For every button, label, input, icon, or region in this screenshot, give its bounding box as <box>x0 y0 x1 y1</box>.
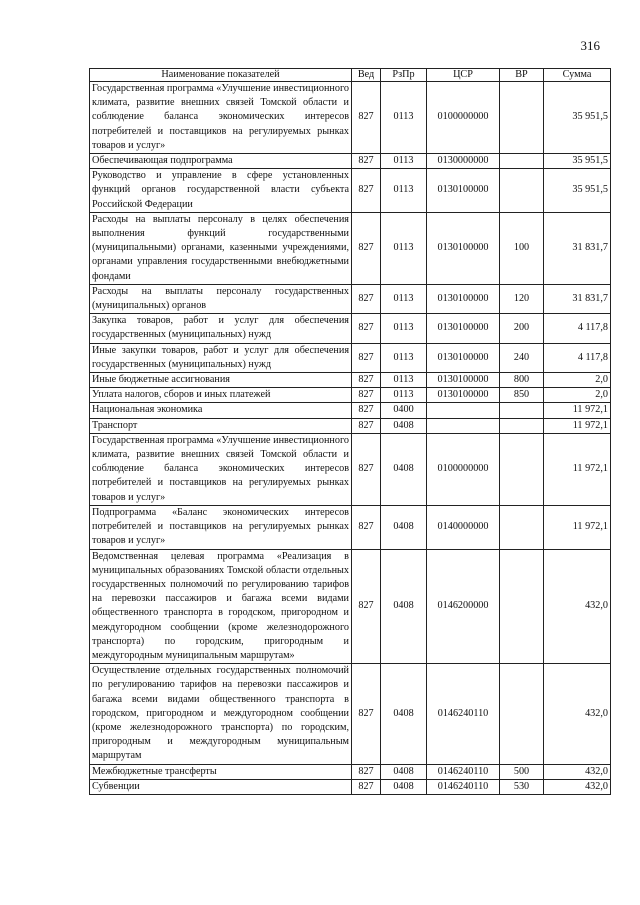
cell-rzpr: 0113 <box>381 314 427 343</box>
table-row <box>90 403 611 418</box>
cell-name: Расходы на выплаты персоналу в целях обеспечения выполнения функций государственными (муниципальными) органами, казенными учреждениями, органами управления государственными внебюджетными фондами <box>90 212 352 284</box>
cell-vr <box>500 664 544 764</box>
table-row <box>90 505 611 549</box>
cell-csr: 0130100000 <box>427 314 500 343</box>
cell-name: Ведомственная целевая программа «Реализация в муниципальных образованиях Томской области отдельных государственных полномочий по регулированию тарифов на перевозки пассажиров и багажа всеми видами общественного транспорта в городском, пригородном и междугородном сообщении (кроме железнодорожного транспорта) по городским, пригородным и междугородным муниципальным маршрутам» <box>90 549 352 664</box>
table-row <box>90 433 611 505</box>
cell-name: Иные бюджетные ассигнования <box>90 373 352 388</box>
cell-csr: 0146240110 <box>427 764 500 779</box>
cell-csr: 0146200000 <box>427 549 500 664</box>
cell-sum: 11 972,1 <box>544 433 611 505</box>
cell-rzpr: 0113 <box>381 373 427 388</box>
table-row <box>90 764 611 779</box>
cell-rzpr: 0408 <box>381 764 427 779</box>
cell-ved: 827 <box>352 418 381 433</box>
cell-vr: 100 <box>500 212 544 284</box>
page-number: 316 <box>580 38 600 53</box>
cell-csr: 0100000000 <box>427 82 500 154</box>
cell-sum: 4 117,8 <box>544 314 611 343</box>
cell-rzpr: 0408 <box>381 505 427 549</box>
cell-csr: 0140000000 <box>427 505 500 549</box>
cell-ved: 827 <box>352 779 381 794</box>
cell-ved: 827 <box>352 403 381 418</box>
cell-rzpr: 0400 <box>381 403 427 418</box>
cell-ved: 827 <box>352 433 381 505</box>
cell-name: Осуществление отдельных государственных полномочий по регулированию тарифов на перевозки пассажиров и багажа всеми видами общественного транспорта в городском, пригородном и междугородном сообщении (кроме железнодорожного транспорта) по городским, пригородным и междугородным муниципальным маршрутам <box>90 664 352 764</box>
table-row <box>90 388 611 403</box>
cell-ved: 827 <box>352 373 381 388</box>
cell-name: Расходы на выплаты персоналу государственных (муниципальных) органов <box>90 284 352 313</box>
header-sum: Сумма <box>544 69 611 82</box>
cell-ved: 827 <box>352 505 381 549</box>
cell-sum: 11 972,1 <box>544 418 611 433</box>
cell-vr <box>500 403 544 418</box>
cell-name: Обеспечивающая подпрограмма <box>90 154 352 169</box>
header-name: Наименование показателей <box>90 69 352 82</box>
cell-rzpr: 0113 <box>381 154 427 169</box>
cell-vr: 120 <box>500 284 544 313</box>
cell-csr: 0100000000 <box>427 433 500 505</box>
cell-csr: 0130100000 <box>427 388 500 403</box>
cell-name: Транспорт <box>90 418 352 433</box>
cell-sum: 11 972,1 <box>544 505 611 549</box>
cell-rzpr: 0113 <box>381 388 427 403</box>
cell-vr <box>500 154 544 169</box>
cell-sum: 2,0 <box>544 388 611 403</box>
cell-csr: 0130000000 <box>427 154 500 169</box>
cell-name: Государственная программа «Улучшение инвестиционного климата, развитие внешних связей Томской области и соблюдение баланса экономических интересов потребителей и поставщиков на регулируемых рынках товаров и услуг» <box>90 82 352 154</box>
cell-ved: 827 <box>352 314 381 343</box>
cell-csr <box>427 418 500 433</box>
cell-vr: 240 <box>500 343 544 372</box>
cell-sum: 35 951,5 <box>544 154 611 169</box>
table-row <box>90 212 611 284</box>
cell-ved: 827 <box>352 343 381 372</box>
cell-sum: 11 972,1 <box>544 403 611 418</box>
cell-name: Закупка товаров, работ и услуг для обеспечения государственных (муниципальных) нужд <box>90 314 352 343</box>
cell-name: Иные закупки товаров, работ и услуг для обеспечения государственных (муниципальных) нужд <box>90 343 352 372</box>
cell-vr <box>500 82 544 154</box>
cell-vr: 800 <box>500 373 544 388</box>
cell-sum: 31 831,7 <box>544 212 611 284</box>
cell-rzpr: 0408 <box>381 549 427 664</box>
cell-name: Руководство и управление в сфере установленных функций органов государственной власти субъекта Российской Федерации <box>90 169 352 213</box>
table-row <box>90 343 611 372</box>
cell-rzpr: 0408 <box>381 433 427 505</box>
cell-sum: 2,0 <box>544 373 611 388</box>
cell-csr: 0130100000 <box>427 373 500 388</box>
cell-sum: 35 951,5 <box>544 82 611 154</box>
cell-rzpr: 0408 <box>381 418 427 433</box>
header-rzpr: РзПр <box>381 69 427 82</box>
cell-name: Субвенции <box>90 779 352 794</box>
cell-name: Межбюджетные трансферты <box>90 764 352 779</box>
cell-vr: 850 <box>500 388 544 403</box>
table-header-row <box>90 69 611 82</box>
cell-rzpr: 0113 <box>381 169 427 213</box>
table-row <box>90 82 611 154</box>
budget-table <box>89 68 611 795</box>
cell-csr: 0146240110 <box>427 664 500 764</box>
cell-ved: 827 <box>352 284 381 313</box>
cell-vr <box>500 433 544 505</box>
cell-ved: 827 <box>352 154 381 169</box>
table-row <box>90 664 611 764</box>
cell-rzpr: 0408 <box>381 779 427 794</box>
cell-sum: 31 831,7 <box>544 284 611 313</box>
cell-ved: 827 <box>352 664 381 764</box>
cell-csr: 0130100000 <box>427 169 500 213</box>
cell-rzpr: 0408 <box>381 664 427 764</box>
cell-vr <box>500 549 544 664</box>
cell-vr <box>500 169 544 213</box>
cell-ved: 827 <box>352 169 381 213</box>
table-row <box>90 169 611 213</box>
cell-ved: 827 <box>352 549 381 664</box>
table-row <box>90 549 611 664</box>
table-row <box>90 154 611 169</box>
cell-vr: 530 <box>500 779 544 794</box>
cell-vr: 200 <box>500 314 544 343</box>
table-row <box>90 779 611 794</box>
cell-rzpr: 0113 <box>381 343 427 372</box>
cell-sum: 432,0 <box>544 764 611 779</box>
cell-vr <box>500 418 544 433</box>
cell-rzpr: 0113 <box>381 284 427 313</box>
cell-sum: 432,0 <box>544 779 611 794</box>
cell-csr: 0130100000 <box>427 284 500 313</box>
header-csr: ЦСР <box>427 69 500 82</box>
cell-csr: 0146240110 <box>427 779 500 794</box>
cell-sum: 4 117,8 <box>544 343 611 372</box>
cell-ved: 827 <box>352 388 381 403</box>
cell-name: Подпрограмма «Баланс экономических интересов потребителей и поставщиков на регулируемых рынках товаров и услуг» <box>90 505 352 549</box>
table-row <box>90 418 611 433</box>
cell-sum: 35 951,5 <box>544 169 611 213</box>
header-ved: Вед <box>352 69 381 82</box>
cell-vr: 500 <box>500 764 544 779</box>
table-row <box>90 284 611 313</box>
cell-sum: 432,0 <box>544 549 611 664</box>
cell-name: Национальная экономика <box>90 403 352 418</box>
cell-rzpr: 0113 <box>381 212 427 284</box>
cell-sum: 432,0 <box>544 664 611 764</box>
cell-ved: 827 <box>352 764 381 779</box>
cell-vr <box>500 505 544 549</box>
cell-name: Уплата налогов, сборов и иных платежей <box>90 388 352 403</box>
cell-rzpr: 0113 <box>381 82 427 154</box>
cell-name: Государственная программа «Улучшение инвестиционного климата, развитие внешних связей Томской области и соблюдение баланса экономических интересов потребителей и поставщиков на регулируемых рынках товаров и услуг» <box>90 433 352 505</box>
table-row <box>90 314 611 343</box>
cell-ved: 827 <box>352 82 381 154</box>
cell-ved: 827 <box>352 212 381 284</box>
cell-csr: 0130100000 <box>427 343 500 372</box>
cell-csr: 0130100000 <box>427 212 500 284</box>
cell-csr <box>427 403 500 418</box>
header-vr: ВР <box>500 69 544 82</box>
table-row <box>90 373 611 388</box>
